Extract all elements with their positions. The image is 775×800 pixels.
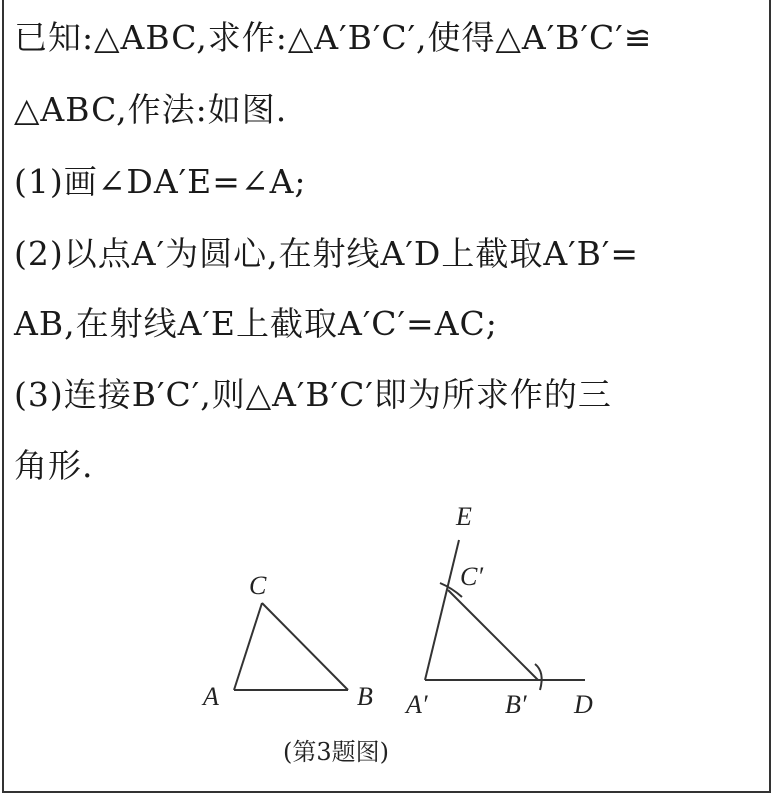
text-line-4: (2)以点A′为圆心,在射线A′D上截取A′B′= (14, 234, 640, 273)
text-line-6: (3)连接B′C′,则△A′B′C′即为所求作的三 (14, 375, 612, 414)
label-E: E (456, 502, 472, 531)
figure-caption: (第3题图) (283, 738, 389, 766)
segment-AC (234, 603, 262, 690)
text-line-2: △ABC,作法:如图. (14, 90, 288, 129)
geometry-figure (0, 490, 775, 790)
text-line-5: AB,在射线A′E上截取A′C′=AC; (14, 304, 498, 343)
label-B-prime: B′ (505, 690, 527, 719)
label-A: A (203, 682, 219, 711)
arc-mark-C-prime (440, 583, 462, 597)
label-D: D (574, 690, 593, 719)
ray-A-prime-E (425, 540, 459, 680)
text-line-7: 角形. (14, 446, 94, 485)
label-C: C (249, 571, 267, 600)
label-A-prime: A′ (406, 690, 428, 719)
segment-CB (262, 603, 348, 690)
label-C-prime: C′ (460, 562, 484, 591)
label-B: B (357, 682, 373, 711)
segment-C-prime-B-prime (448, 590, 538, 680)
text-line-1: 已知:△ABC,求作:△A′B′C′,使得△A′B′C′≌ (14, 18, 653, 57)
text-line-3: (1)画∠DA′E=∠A; (14, 162, 307, 201)
